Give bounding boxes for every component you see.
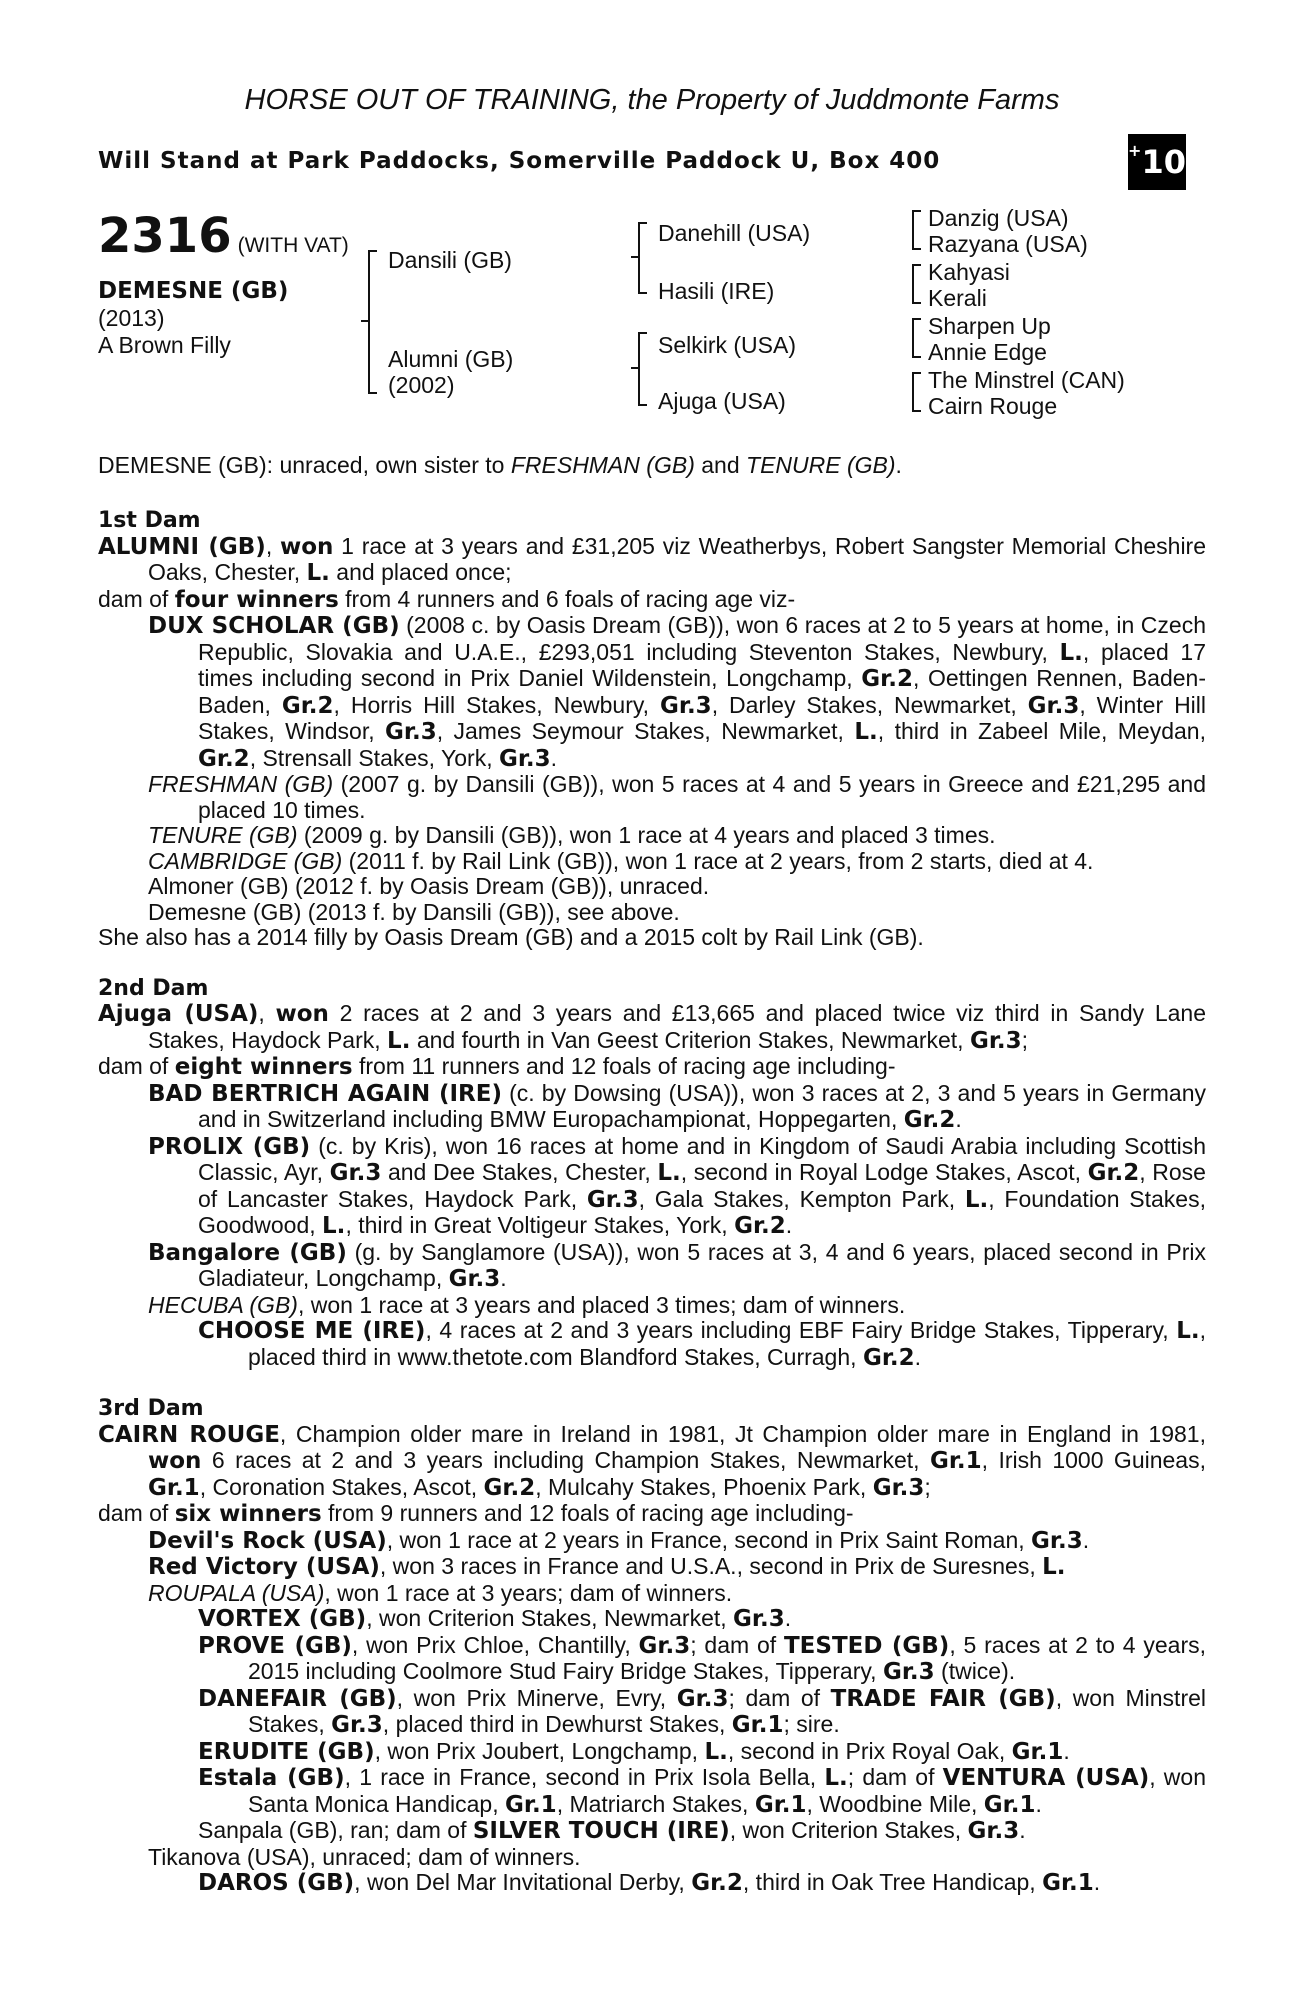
third-dam-produce [98, 1501, 1206, 1528]
roupala-text: , won 1 race at 3 years; dam of winners. [324, 1579, 733, 1606]
produce-daros [98, 1870, 1206, 1897]
second-dam-text3: ; [1021, 1026, 1029, 1053]
produce-devils-rock [98, 1528, 1206, 1555]
produce-roupala [98, 1581, 1206, 1607]
prolix-t2: and Dee Stakes, Chester, [381, 1159, 658, 1185]
ped-g3-1: Danzig (USA) [928, 205, 1069, 231]
danefair-g3b: Gr.3 [331, 1712, 383, 1738]
brace-sire-point [631, 256, 639, 258]
prove-text2: ; dam of [690, 1631, 784, 1658]
summary-and: and [694, 452, 747, 478]
horse-year: (2013) [98, 305, 165, 331]
danefair-text2: ; dam of [728, 1684, 831, 1711]
third-dam-entry [98, 1422, 1206, 1502]
dux-g3b: Gr.3 [1027, 692, 1080, 719]
ped-g3-8: Cairn Rouge [928, 393, 1058, 419]
dam-of: dam of [98, 585, 175, 612]
produce-tikanova: Tikanova (USA), unraced; dam of winners. [148, 1843, 581, 1870]
roupala-name: ROUPALA (USA) [148, 1579, 325, 1606]
daros-text2: , third in Oak Tree Handicap, [742, 1869, 1043, 1895]
dux-t3: , Oettingen Rennen, Baden-Baden, [198, 665, 1206, 718]
dux-t1: (2008 c. by Oasis Dream (GB)), won 6 races at 2 to 5 years at home, in Czech Republic, Slovakia and U.A.E., £293,051 including Steventon Stakes, Newbury, [198, 612, 1206, 665]
dux-l1: L. [1059, 639, 1083, 666]
prove-g3: Gr.3 [638, 1632, 691, 1659]
brace-ss [912, 210, 921, 250]
prolix-g3a: Gr.3 [329, 1160, 382, 1186]
sanpala-text2: , won Criterion Stakes, [729, 1817, 968, 1843]
choose-g2: Gr.2 [862, 1344, 915, 1371]
ped-g3-7: The Minstrel (CAN) [928, 367, 1125, 393]
sanpala-g3: Gr.3 [967, 1818, 1020, 1844]
badge-number: 10 [1141, 143, 1186, 181]
td-g2: Gr.2 [483, 1474, 536, 1501]
lot-heading [98, 208, 349, 264]
first-dam-name: ALUMNI (GB) [98, 533, 266, 560]
dux-t6: , Winter Hill Stakes, Windsor, [198, 691, 1207, 744]
prove-g3b: Gr.3 [882, 1659, 935, 1685]
estala-text: , 1 race in France, second in Prix Isola Bella, [344, 1764, 825, 1790]
brace-gen1-point [361, 320, 369, 322]
daros-text: , won Del Mar Invitational Derby, [354, 1869, 692, 1895]
bad-text: (c. by Dowsing (USA)), won 3 races at 2, 3 and 5 years in Germany and in Switzerland including BMW Europachampionat, Hoppegarten, [198, 1079, 1206, 1132]
dux-name: DUX SCHOLAR (GB) [148, 613, 400, 639]
third-dam-heading: 3rd Dam [98, 1396, 204, 1421]
ped-g3-4: Kerali [928, 285, 987, 311]
produce-vortex [98, 1606, 1206, 1633]
produce-bad-bertrich [98, 1081, 1206, 1134]
prolix-l2: L. [964, 1186, 989, 1213]
produce-freshman [98, 772, 1206, 823]
brace-sd [912, 264, 921, 304]
prolix-t8: . [785, 1212, 793, 1238]
devil-end: . [1082, 1526, 1090, 1553]
dux-l2: L. [854, 719, 878, 745]
group-label: Gr.3 [969, 1027, 1022, 1054]
produce-prove [98, 1633, 1206, 1686]
freshman-name: FRESHMAN (GB) [148, 771, 334, 797]
horse-info [98, 278, 288, 359]
dam-of-tail: from 11 runners and 12 foals of racing age including- [352, 1053, 896, 1079]
danefair-end: ; sire. [783, 1711, 840, 1737]
first-dam-produce [98, 587, 1206, 614]
produce-erudite [98, 1739, 1206, 1766]
winners-count: six winners [174, 1501, 322, 1527]
dux-g2a: Gr.2 [861, 666, 913, 692]
produce-demesne: Demesne (GB) (2013 f. by Dansili (GB)), see above. [148, 898, 680, 925]
produce-danefair [98, 1686, 1206, 1739]
ped-dam-year: (2002) [388, 372, 455, 398]
dux-t8: , third in Zabeel Mile, Meydan, [877, 718, 1206, 744]
td-g1a: Gr.1 [929, 1448, 982, 1474]
bangalore-text: (g. by Sanglamore (USA)), won 5 races at 3, 4 and 6 years, placed second in Prix Gladiateur, Longchamp, [198, 1238, 1206, 1291]
td-g3: Gr.3 [872, 1474, 925, 1501]
bad-g2: Gr.2 [903, 1107, 956, 1133]
dux-g3d: Gr.3 [498, 745, 551, 772]
produce-sanpala [98, 1818, 1206, 1845]
ped-g3-6: Annie Edge [928, 339, 1047, 365]
won-label: won [279, 533, 334, 560]
cambridge-text: (2011 f. by Rail Link (GB)), won 1 race at 2 years, from 2 starts, died at 4. [342, 847, 1094, 874]
brace-sire [638, 222, 647, 294]
td-t5: , Mulcahy Stakes, Phoenix Park, [535, 1473, 873, 1500]
cambridge-name: CAMBRIDGE (GB) [148, 847, 343, 874]
sanpala-text: Sanpala (GB), ran; dam of [198, 1817, 473, 1843]
devil-name: Devil's Rock (USA) [148, 1527, 387, 1554]
summary-sibling-2: TENURE (GB) [746, 452, 896, 478]
horse-description: A Brown Filly [98, 332, 231, 358]
ped-dam-name: Alumni (GB) [388, 346, 514, 372]
stand-location: Will Stand at Park Paddocks, Somerville Paddock U, Box 400 [98, 148, 941, 174]
choose-name: CHOOSE ME (IRE) [198, 1318, 426, 1344]
prove-end: (twice). [934, 1658, 1016, 1684]
dux-g3a: Gr.3 [660, 692, 712, 719]
brace-dam-point [631, 367, 639, 369]
estala-text3: , won Santa Monica Handicap, [248, 1764, 1206, 1817]
first-dam-also: She also has a 2014 filly by Oasis Dream (GB) and a 2015 colt by Rail Link (GB). [98, 924, 924, 950]
choose-l: L. [1176, 1318, 1200, 1344]
second-dam-text: 2 races at 2 and 3 years and £13,665 and placed twice viz third in Sandy Lane Stakes, Haydock Park, [148, 1000, 1207, 1053]
ped-dam [388, 346, 513, 398]
td-t2: 6 races at 2 and 3 years including Champion Stakes, Newmarket, [201, 1447, 930, 1473]
danefair-g3: Gr.3 [676, 1685, 729, 1712]
first-dam-heading: 1st Dam [98, 508, 201, 533]
dux-t2: , placed 17 times including second in Prix Daniel Wildenstein, Longchamp, [198, 638, 1207, 691]
prove-text3: , 5 races at 2 to 4 years, 2015 including Coolmore Stud Fairy Bridge Stakes, Tipperary, [248, 1631, 1207, 1684]
listed-label: L. [306, 560, 330, 586]
daros-g1: Gr.1 [1042, 1870, 1094, 1896]
tenure-name: TENURE (GB) [148, 822, 298, 848]
td-t4: , Coronation Stakes, Ascot, [199, 1473, 484, 1500]
hecuba-name: HECUBA (GB) [148, 1291, 298, 1318]
erudite-name: ERUDITE (GB) [198, 1738, 375, 1765]
dam-of: dam of [98, 1053, 175, 1079]
bangalore-end: . [500, 1265, 507, 1291]
ped-g3-5: Sharpen Up [928, 313, 1051, 339]
produce-tenure [98, 823, 1206, 849]
daros-end: . [1093, 1869, 1101, 1895]
prolix-t1: (c. by Kris), won 16 races at home and in Kingdom of Saudi Arabia including Scottish Classic, Ayr, [198, 1132, 1206, 1185]
horse-summary [98, 452, 902, 479]
ped-g3-3: Kahyasi [928, 259, 1010, 285]
estala-text4: , Matriarch Stakes, [556, 1790, 755, 1817]
sanpala-end: . [1019, 1817, 1026, 1843]
dux-t9: , Strensall Stakes, York, [249, 744, 499, 771]
estala-g1a: Gr.1 [505, 1791, 557, 1818]
brace-dd [912, 372, 921, 412]
danefair-text3: , won Minstrel Stakes, [248, 1684, 1207, 1737]
td-t1: , Champion older mare in Ireland in 1981, Jt Champion older mare in England in 1981, [279, 1420, 1206, 1447]
lot-vat: (WITH VAT) [237, 234, 349, 257]
erudite-text2: , second in Prix Royal Oak, [727, 1737, 1012, 1764]
bangalore-g3: Gr.3 [448, 1266, 501, 1292]
produce-estala [98, 1765, 1206, 1818]
bad-end: . [955, 1106, 962, 1132]
prolix-t3: , second in Royal Lodge Stakes, Ascot, [680, 1159, 1088, 1185]
devil-text: , won 1 race at 2 years in France, second in Prix Saint Roman, [386, 1526, 1032, 1553]
dux-t4: , Horris Hill Stakes, Newbury, [333, 691, 660, 718]
dux-t7: , James Seymour Stakes, Newmarket, [436, 718, 855, 744]
tenure-text: (2009 g. by Dansili (GB)), won 1 race at 4 years and placed 3 times. [297, 822, 996, 848]
second-dam-entry: Ajuga (USA), won 2 races at 2 and 3 years and £13,665 and placed twice viz third in Sandy Lane Stakes, Haydock Park, L. and fourth in Van Geest Criterion Stakes, Newmarket, Gr.3; [98, 1000, 1207, 1054]
prolix-t4: , Rose of Lancaster Stakes, Haydock Park, [198, 1159, 1206, 1212]
dux-g2c: Gr.2 [198, 745, 250, 772]
danefair-g1: Gr.1 [731, 1712, 784, 1738]
produce-red-victory [98, 1554, 1206, 1581]
vortex-end: . [784, 1605, 792, 1631]
estala-name: Estala (GB) [198, 1765, 345, 1791]
td-g1b: Gr.1 [148, 1474, 200, 1501]
ped-g3-2: Razyana (USA) [928, 231, 1088, 257]
estala-g1b: Gr.1 [754, 1791, 807, 1818]
erudite-end: . [1063, 1737, 1070, 1764]
hecuba-text: , won 1 race at 3 years and placed 3 times; dam of winners. [297, 1291, 906, 1318]
prolix-t5: , Gala Stakes, Kempton Park, [638, 1185, 965, 1212]
brace-dam [638, 332, 647, 406]
danefair-text: , won Prix Minerve, Evry, [396, 1684, 677, 1711]
brace-ds [912, 318, 921, 358]
devil-g3: Gr.3 [1031, 1527, 1083, 1554]
produce-record [98, 508, 1206, 1897]
first-dam-text: 1 race at 3 years and £31,205 viz Weatherbys, Robert Sangster Memorial Cheshire Oaks, Chester, [148, 532, 1207, 585]
listed-label: L. [387, 1027, 411, 1054]
ped-sire-sire: Danehill (USA) [658, 220, 811, 246]
red-l: L. [1042, 1554, 1066, 1580]
daros-name: DAROS (GB) [198, 1870, 355, 1896]
horse-name: DEMESNE (GB) [98, 278, 289, 304]
trade-fair-name: TRADE FAIR (GB) [830, 1685, 1056, 1712]
estala-l: L. [824, 1765, 848, 1791]
vortex-g3: Gr.3 [733, 1606, 785, 1632]
vortex-name: VORTEX (GB) [198, 1606, 367, 1632]
second-dam-text2: and fourth in Van Geest Criterion Stakes, Newmarket, [410, 1026, 970, 1053]
prolix-g2b: Gr.2 [734, 1213, 786, 1239]
choose-end: . [914, 1343, 922, 1370]
vortex-text: , won Criterion Stakes, Newmarket, [366, 1605, 734, 1631]
lot-number: 2316 [98, 208, 232, 264]
winners-count: four winners [174, 586, 339, 613]
daros-g2: Gr.2 [691, 1870, 743, 1896]
brace-gen1 [368, 250, 377, 394]
page-title: HORSE OUT OF TRAINING, the Property of Juddmonte Farms [244, 84, 1060, 116]
erudite-l: L. [704, 1738, 728, 1765]
estala-text5: , Woodbine Mile, [806, 1790, 984, 1817]
won-label: won [275, 1001, 329, 1027]
summary-end: . [895, 452, 902, 478]
danefair-name: DANEFAIR (GB) [198, 1685, 397, 1712]
td-t6: ; [924, 1473, 931, 1500]
tested-name: TESTED (GB) [783, 1632, 950, 1659]
dam-of-tail: from 4 runners and 6 foals of racing age viz- [338, 585, 796, 612]
red-name: Red Victory (USA) [148, 1554, 380, 1580]
dam-of: dam of [98, 1500, 175, 1526]
produce-bangalore [98, 1240, 1206, 1293]
prolix-g3b: Gr.3 [586, 1186, 639, 1213]
ped-sire: Dansili (GB) [388, 247, 512, 273]
dux-g2b: Gr.2 [281, 692, 334, 719]
silver-touch-name: SILVER TOUCH (IRE) [472, 1818, 730, 1844]
spacer [98, 1371, 1206, 1396]
ventura-name: VENTURA (USA) [942, 1765, 1150, 1791]
estala-text2: ; dam of [847, 1764, 943, 1790]
prolix-t6: , Foundation Stakes, Goodwood, [198, 1185, 1206, 1238]
produce-hecuba [98, 1293, 1206, 1319]
barn-badge: +10 [1128, 134, 1186, 190]
ped-sire-dam: Hasili (IRE) [658, 278, 775, 304]
prolix-name: PROLIX (GB) [148, 1133, 311, 1160]
won-label: won [148, 1448, 202, 1474]
second-dam-name: Ajuga (USA) [98, 1001, 259, 1027]
dux-g3c: Gr.3 [385, 719, 437, 745]
first-dam-text-end: and placed once; [329, 559, 512, 585]
freshman-text: (2007 g. by Dansili (GB)), won 5 races at 4 and 5 years in Greece and £21,295 and placed 10 times. [198, 771, 1207, 823]
dux-t5: , Darley Stakes, Newmarket, [711, 691, 1028, 718]
produce-cambridge [98, 849, 1206, 875]
ped-dam-sire: Selkirk (USA) [658, 332, 797, 358]
produce-almoner: Almoner (GB) (2012 f. by Oasis Dream (GB)), unraced. [148, 873, 710, 899]
prove-text: , won Prix Chloe, Chantilly, [351, 1631, 639, 1658]
produce-prolix [98, 1134, 1206, 1240]
estala-end: . [1035, 1790, 1042, 1817]
second-dam-heading: 2nd Dam [98, 975, 209, 1001]
prolix-t7: , third in Great Voltigeur Stakes, York, [345, 1212, 735, 1238]
red-text: , won 3 races in France and U.S.A., second in Prix de Suresnes, [379, 1553, 1043, 1579]
dux-t10: . [550, 744, 558, 771]
produce-dux-scholar [98, 613, 1206, 772]
prove-name: PROVE (GB) [198, 1632, 352, 1659]
td-t3: , Irish 1000 Guineas, [981, 1447, 1206, 1473]
third-dam-name: CAIRN ROUGE [98, 1421, 280, 1448]
summary-sibling-1: FRESHMAN (GB) [510, 452, 695, 478]
estala-g1c: Gr.1 [983, 1791, 1036, 1818]
erudite-g1: Gr.1 [1011, 1738, 1064, 1765]
choose-text2: , placed third in www.thetote.com Blandford Stakes, Curragh, [248, 1317, 1206, 1370]
first-dam-entry: ALUMNI (GB), won 1 race at 3 years and £31,205 viz Weatherbys, Robert Sangster Memorial Cheshire Oaks, Chester, L. and placed once; [98, 532, 1207, 586]
choose-text: , 4 races at 2 and 3 years including EBF Fairy Bridge Stakes, Tipperary, [425, 1317, 1177, 1343]
produce-choose-me [98, 1318, 1206, 1371]
prolix-l3: L. [322, 1213, 346, 1239]
erudite-text: , won Prix Joubert, Longchamp, [374, 1737, 705, 1764]
bangalore-name: Bangalore (GB) [148, 1239, 347, 1266]
danefair-text4: , placed third in Dewhurst Stakes, [382, 1711, 732, 1737]
prolix-g2a: Gr.2 [1087, 1160, 1140, 1186]
spacer [98, 951, 1206, 976]
summary-text: DEMESNE (GB): unraced, own sister to [98, 452, 511, 478]
bad-name: BAD BERTRICH AGAIN (IRE) [148, 1080, 502, 1107]
ped-dam-dam: Ajuga (USA) [658, 388, 786, 414]
dam-of-tail: from 9 runners and 12 foals of racing age including- [321, 1500, 854, 1526]
winners-count: eight winners [174, 1054, 353, 1080]
prolix-l1: L. [657, 1160, 681, 1186]
second-dam-produce [98, 1054, 1206, 1081]
